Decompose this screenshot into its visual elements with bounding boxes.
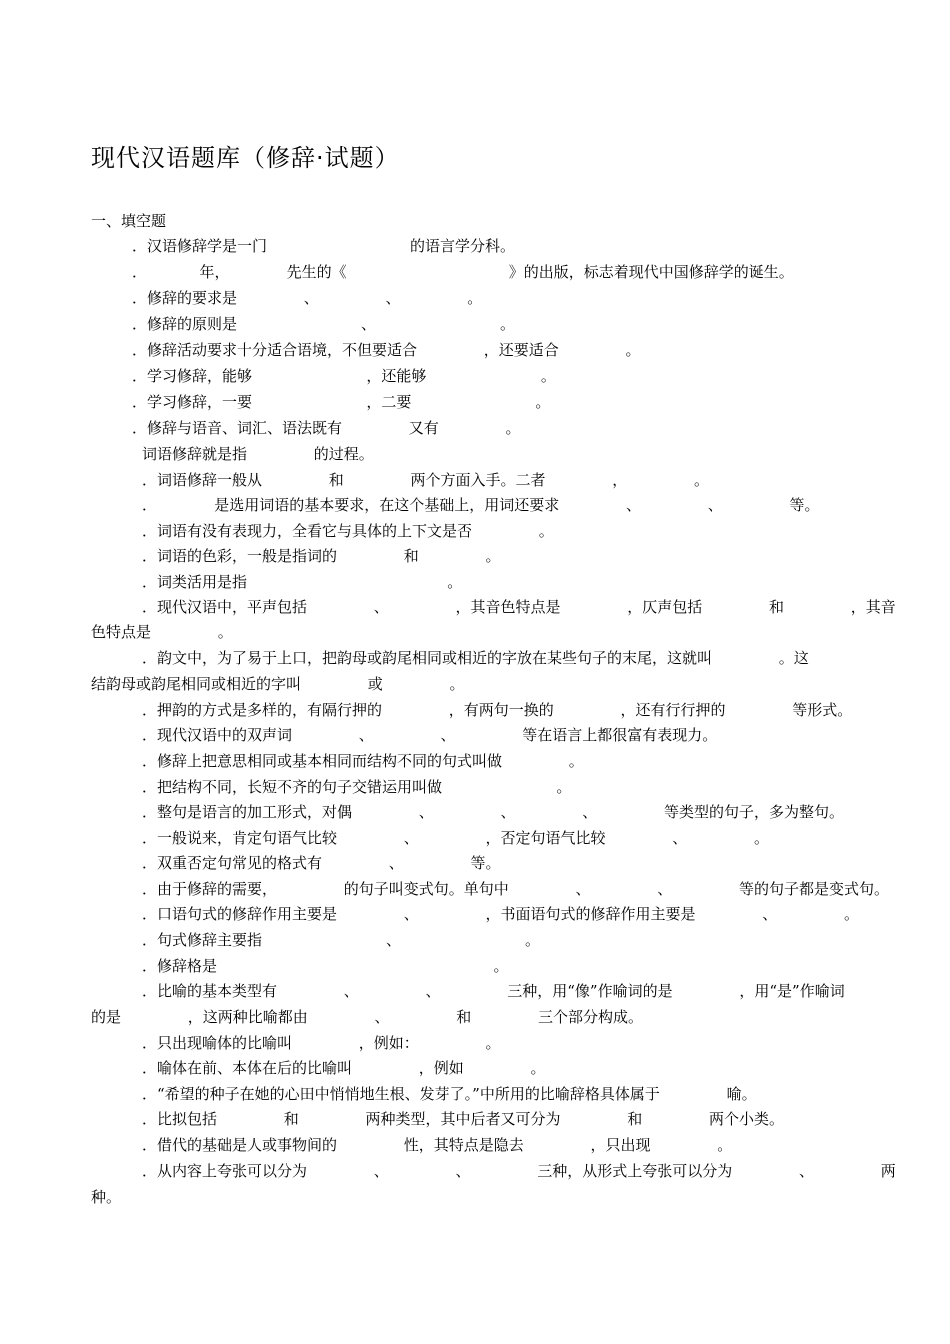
question-item: ．比拟包括 和 两种类型，其中后者又可分为 和 两个小类。 — [142, 1110, 785, 1128]
question-continuation: 种。 — [91, 1188, 122, 1206]
question-item: ．从内容上夸张可以分为 、 、 三种，从形式上夸张可以分为 、 两 — [142, 1162, 896, 1180]
question-item: ．只出现喻体的比喻叫 ，例如： 。 — [142, 1034, 501, 1052]
question-item: ．修辞上把意思相同或基本相同而结构不同的句式叫做 。 — [142, 752, 584, 770]
question-continuation: 结韵母或韵尾相同或相近的字叫 或 。 — [91, 675, 465, 693]
question-item: ． 年， 先生的《 》的出版，标志着现代中国修辞学的诞生。 — [132, 263, 794, 281]
question-item: ．比喻的基本类型有 、 、 三种，用“像”作喻词的是 ，用“是”作喻词 — [142, 982, 845, 1000]
question-item: ．修辞的要求是 、 、 。 — [132, 289, 483, 307]
question-item: ．修辞格是 。 — [142, 957, 509, 975]
question-item: ．“希望的种子在她的心田中悄悄地生根、发芽了。”中所用的比喻辞格具体属于 喻。 — [142, 1085, 757, 1103]
question-item: ．修辞的原则是 、 。 — [132, 315, 515, 333]
question-item: ．押韵的方式是多样的，有隔行押的 ，有两句一换的 ，还有行行押的 等形式。 — [142, 701, 853, 719]
question-item: ．借代的基础是人或事物间的 性，其特点是隐去 ，只出现 。 — [142, 1136, 733, 1154]
question-item: ．韵文中，为了易于上口，把韵母或韵尾相同或相近的字放在某些句子的末尾，这就叫 。这 — [142, 649, 809, 667]
question-item: ．整句是语言的加工形式，对偶 、 、 、 等类型的句子，多为整句。 — [142, 803, 845, 821]
question-item: ．词语修辞一般从 和 两个方面入手。二者 ， 。 — [142, 471, 710, 489]
question-item: ．句式修辞主要指 、 。 — [142, 931, 540, 949]
question-item: ．汉语修辞学是一门 的语言学分科。 — [132, 237, 516, 255]
question-item: ．词语的色彩，一般是指词的 和 。 — [142, 547, 501, 565]
question-continuation: 的是 ，这两种比喻都由 、 和 三个部分构成。 — [91, 1008, 644, 1026]
section-heading: 一、填空题 — [91, 212, 167, 230]
question-item: ．学习修辞，能够 ，还能够 。 — [132, 367, 556, 385]
question-item: ．把结构不同，长短不齐的句子交错运用叫做 。 — [142, 778, 572, 796]
question-item: ．双重否定句常见的格式有 、 等。 — [142, 854, 501, 872]
question-item: ．学习修辞，一要 ，二要 。 — [132, 393, 551, 411]
question-item: ．由于修辞的需要， 的句子叫变式句。单句中 、 、 等的句子都是变式句。 — [142, 880, 890, 898]
question-continuation: 色特点是 。 — [91, 623, 233, 641]
question-item: ．词语有没有表现力，全看它与具体的上下文是否 。 — [142, 522, 554, 540]
question-item: ． 是选用词语的基本要求，在这个基础上，用词还要求 、 、 等。 — [142, 496, 820, 514]
question-item: ．修辞与语音、词汇、语法既有 又有 。 — [132, 419, 521, 437]
question-item: ．现代汉语中，平声包括 、 ，其音色特点是 ，仄声包括 和 ，其音 — [142, 598, 896, 616]
question-item: 词语修辞就是指 的过程。 — [142, 445, 374, 463]
question-item: ．修辞活动要求十分适合语境，不但要适合 ，还要适合 。 — [132, 341, 641, 359]
question-item: ．口语句式的修辞作用主要是 、 ，书面语句式的修辞作用主要是 、 。 — [142, 905, 860, 923]
question-item: ．词类活用是指 。 — [142, 573, 463, 591]
question-item: ．现代汉语中的双声词 、 、 等在语言上都很富有表现力。 — [142, 726, 718, 744]
page-title: 现代汉语题库（修辞·试题） — [91, 144, 400, 172]
question-item: ．喻体在前、本体在后的比喻叫 ，例如 。 — [142, 1059, 546, 1077]
question-item: ．一般说来，肯定句语气比较 、 ，否定句语气比较 、 。 — [142, 829, 770, 847]
